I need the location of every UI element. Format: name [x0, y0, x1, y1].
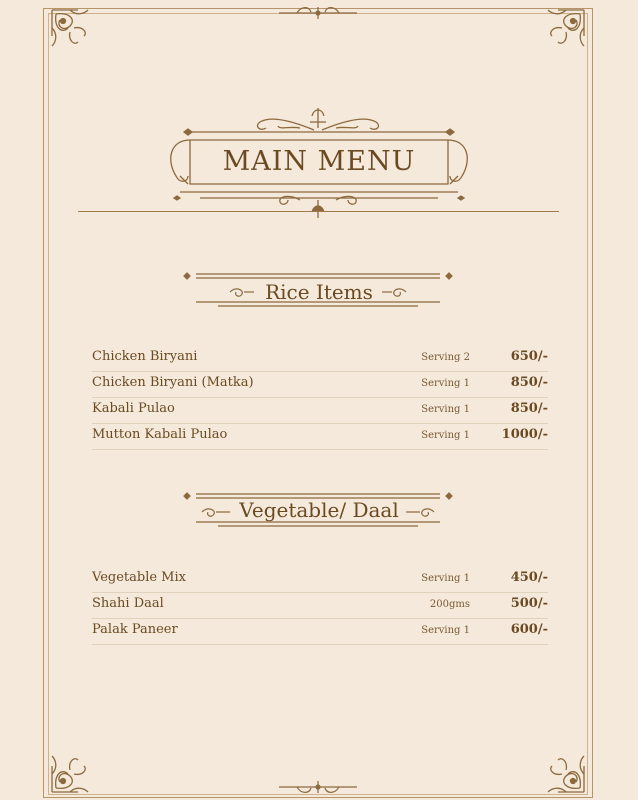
item-price: 850/-: [510, 401, 548, 416]
item-price: 600/-: [510, 622, 548, 637]
item-name: Kabali Pulao: [92, 401, 175, 416]
item-name: Mutton Kabali Pulao: [92, 427, 228, 442]
item-price: 850/-: [510, 375, 548, 390]
item-name: Chicken Biryani: [92, 349, 198, 364]
item-serving: Serving 1: [421, 430, 470, 441]
menu-item-row: [92, 347, 548, 372]
item-serving: Serving 1: [421, 573, 470, 584]
item-price: 1000/-: [501, 427, 548, 442]
item-serving: Serving 1: [421, 378, 470, 389]
item-serving: Serving 1: [421, 625, 470, 636]
menu-item-row: [92, 620, 548, 645]
menu-item-row: [92, 568, 548, 593]
item-name: Shahi Daal: [92, 596, 164, 611]
section-title-rice: Rice Items: [265, 280, 373, 304]
section-title-vegetable: Vegetable/ Daal: [239, 498, 399, 522]
menu-item-row: [92, 425, 548, 450]
item-serving: 200gms: [429, 599, 470, 610]
menu-title: MAIN MENU: [222, 146, 416, 177]
item-price: 650/-: [510, 349, 548, 364]
menu-item-row: [92, 399, 548, 424]
menu-item-row: [92, 594, 548, 619]
corner-ornament-icon: [48, 6, 106, 64]
item-name: Chicken Biryani (Matka): [92, 375, 254, 390]
item-name: Palak Paneer: [92, 622, 178, 637]
item-price: 500/-: [510, 596, 548, 611]
item-serving: Serving 2: [421, 352, 470, 363]
bottom-flourish-icon: [277, 778, 359, 796]
item-name: Vegetable Mix: [92, 570, 186, 585]
title-divider: [78, 211, 559, 212]
menu-item-row: [92, 373, 548, 398]
item-price: 450/-: [510, 570, 548, 585]
corner-ornament-icon: [48, 738, 106, 796]
item-serving: Serving 1: [421, 404, 470, 415]
corner-ornament-icon: [530, 738, 588, 796]
corner-ornament-icon: [530, 6, 588, 64]
top-flourish-icon: [277, 4, 359, 22]
